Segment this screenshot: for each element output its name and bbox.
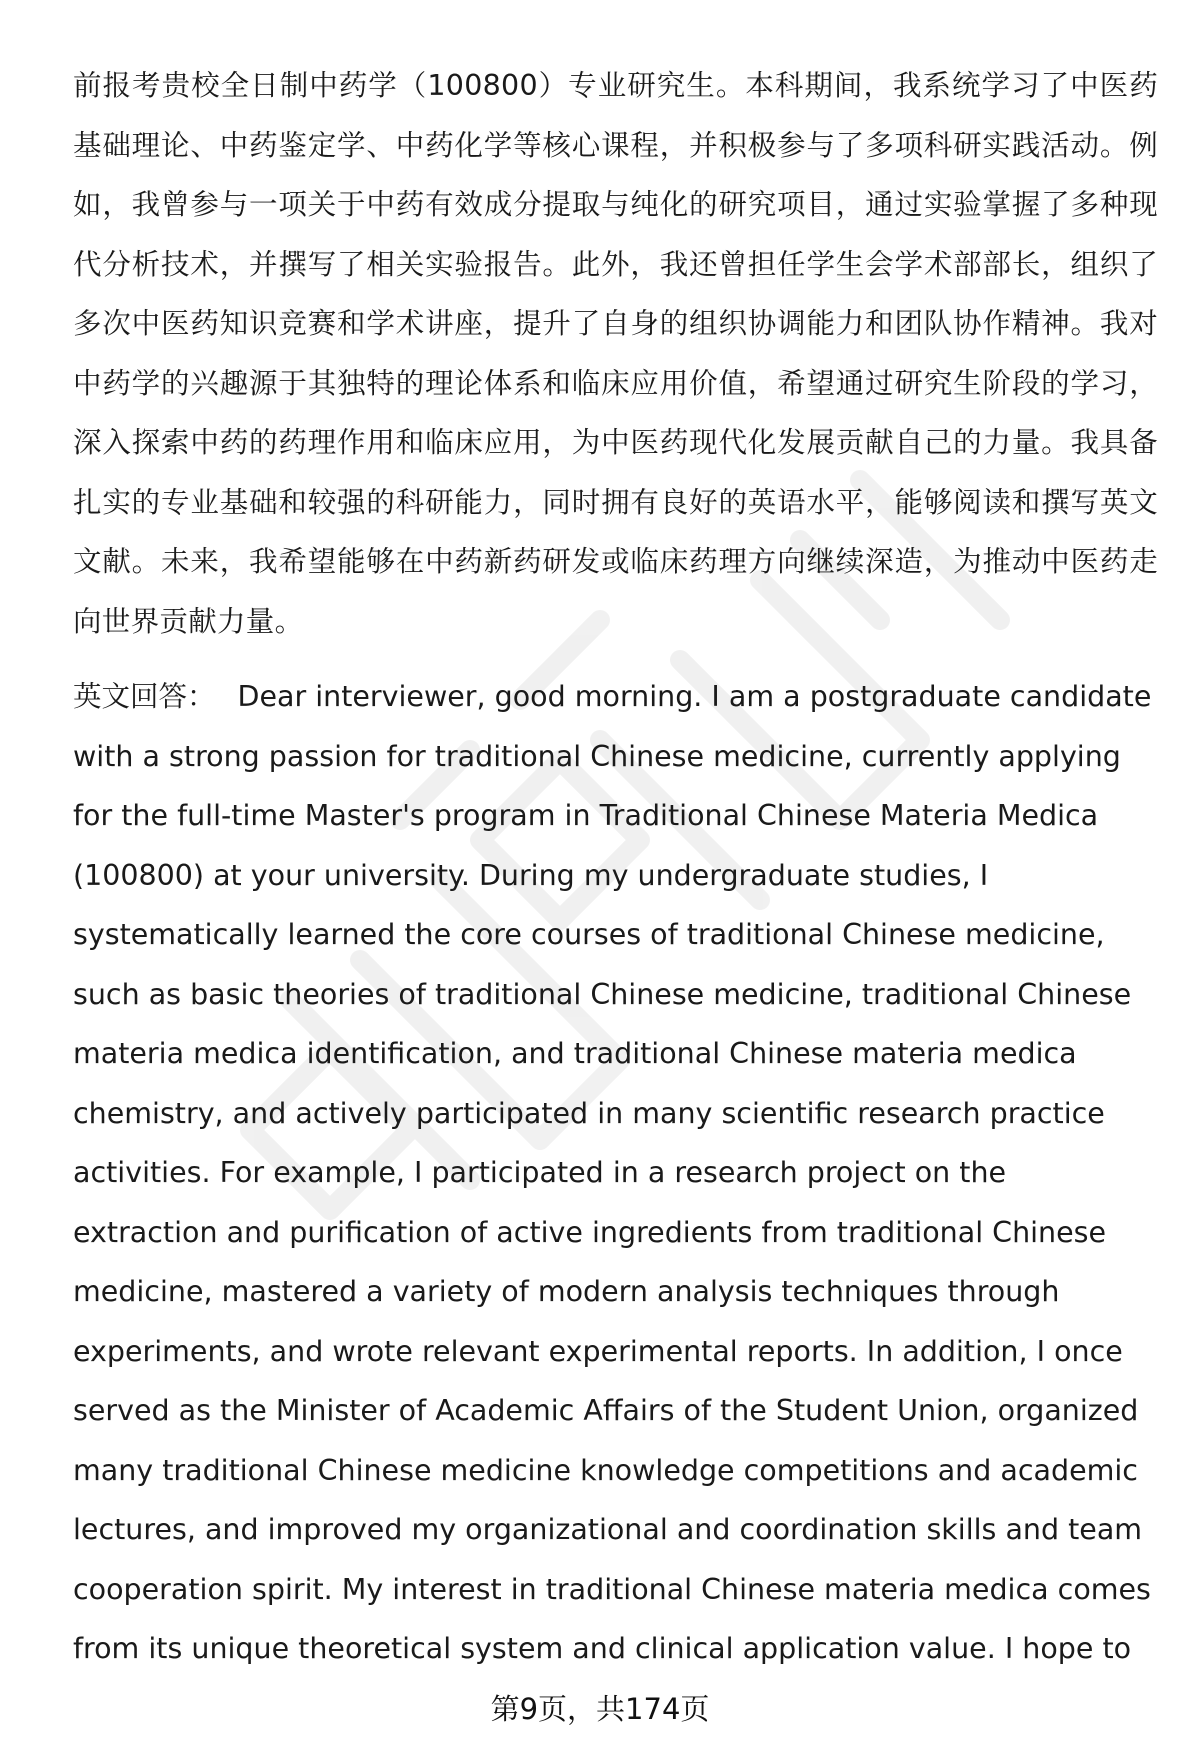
english-answer-paragraph xyxy=(73,667,1158,1679)
document-body xyxy=(73,56,1158,1679)
english-answer-text: Dear interviewer, good morning. I am a postgraduate candidate with a strong passion for traditional Chinese medicine, currently applying for the full-time Master's program in Traditional Chinese Materia Medica (100800) at your university. During my undergraduate studies, I systematically learned the core courses of traditional Chinese medicine, such as basic theories of traditional Chinese medicine, traditional Chinese materia medica identification, and traditional Chinese materia medica chemistry, and actively participated in many scientific research practice activities. For example, I participated in a research project on the extraction and purification of active ingredients from traditional Chinese medicine, mastered a variety of modern analysis techniques through experiments, and wrote relevant experimental reports. In addition, I once served as the Minister of Academic Affairs of the Student Union, organized many traditional Chinese medicine knowledge competitions and academic lectures, and improved my organizational and coordination skills and team cooperation spirit. My interest in traditional Chinese materia medica comes from its unique theoretical system and clinical application value. I hope to xyxy=(73,680,1152,1665)
page-number-footer: 第9页，共174页 xyxy=(490,1692,710,1726)
chinese-paragraph: 前报考贵校全日制中药学（100800）专业研究生。本科期间，我系统学习了中医药基础理论、中药鉴定学、中药化学等核心课程，并积极参与了多项科研实践活动。例如，我曾参与一项关于中药有效成分提取与纯化的研究项目，通过实验掌握了多种现代分析技术，并撰写了相关实验报告。此外，我还曾担任学生会学术部部长，组织了多次中医药知识竞赛和学术讲座，提升了自身的组织协调能力和团队协作精神。我对中药学的兴趣源于其独特的理论体系和临床应用价值，希望通过研究生阶段的学习，深入探索中药的药理作用和临床应用，为中医药现代化发展贡献自己的力量。我具备扎实的专业基础和较强的科研能力，同时拥有良好的英语水平，能够阅读和撰写英文文献。未来，我希望能够在中药新药研发或临床药理方向继续深造，为推动中医药走向世界贡献力量。 xyxy=(73,69,1158,638)
english-answer-label: 英文回答： xyxy=(73,680,216,713)
